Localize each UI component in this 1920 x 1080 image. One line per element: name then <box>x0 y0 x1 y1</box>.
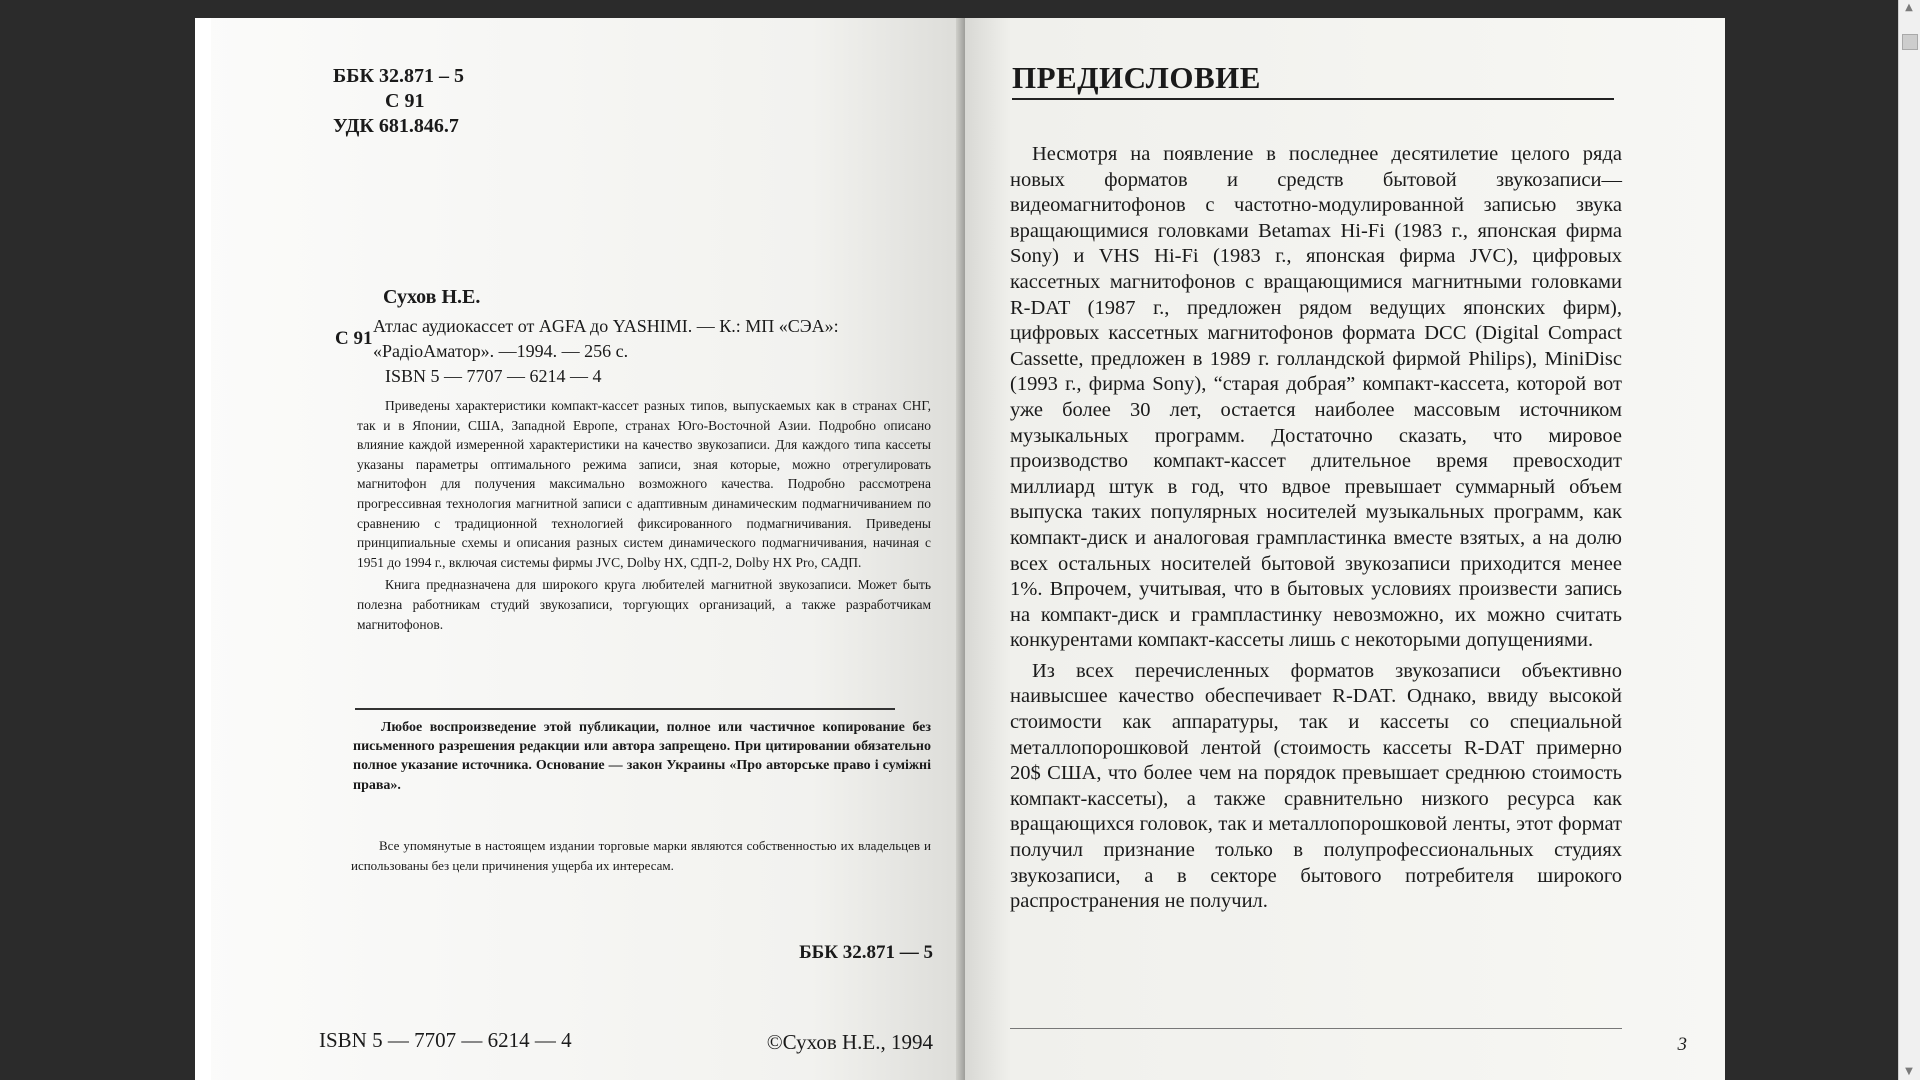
trademarks-note-text: Все упомянутые в настоящем издании торговые марки являются собственностью их владельцев и использованы без цели причинения ущерба их интересам. <box>351 838 931 873</box>
page-edge <box>195 18 211 1080</box>
biblio-line-2: «РадіоАматор». —1994. — 256 с. <box>373 341 629 361</box>
page-title: ПРЕДИСЛОВИЕ <box>1012 60 1261 95</box>
trademarks-note <box>351 836 931 875</box>
divider <box>355 708 895 710</box>
annotation <box>357 396 931 634</box>
page-number: 3 <box>1677 1034 1687 1055</box>
bbk-code: ББК 32.871 – 5 <box>333 65 464 87</box>
c91-side-code: С 91 <box>335 328 373 349</box>
author-name: Сухов Н.Е. <box>383 286 481 308</box>
scroll-up-arrow-icon[interactable]: ▲ <box>1905 2 1913 13</box>
copyright-notice-text: Любое воспроизведение этой публикации, полное или частичное копирование без письменного разрешения редакции или автора запрещено. При цитировании обязательно полное указание источника. Основание — закон Украины «Про авторське право і суміжні права». <box>353 720 931 793</box>
biblio-isbn: ISBN 5 — 7707 — 6214 — 4 <box>385 366 602 386</box>
book-spread <box>195 18 1725 1080</box>
vertical-scrollbar[interactable] <box>1898 0 1920 1080</box>
bibliographic-record <box>373 314 933 389</box>
c-code: С 91 <box>385 90 425 112</box>
body-paragraph: Из всех перечисленных форматов звукозаписи объективно наивысшее качество обеспечивает R-DAT. Однако, ввиду высокой стоимости как аппаратуры, так и кассеты со специальной металлопорошковой лентой (стоимость кассеты R-DAT примерно 20$ США, что более чем на порядок превышает среднюю стоимость компакт-кассеты), а также сравнительно низкого ресурса как вращающихся головок, так и металлопорошковой ленты, этот формат получил признание только в полупрофессиональных студиях звукозаписи, а в секторе бытового потребителя широкого распространения не получил. <box>1010 659 1622 913</box>
body-paragraph: Несмотря на появление в последнее десятилетие целого ряда новых форматов и средств бытовой звукозаписи— видеомагнитофонов с частотно-модулированной записью звука вращающимися головками Betamax Hi-Fi (1983 г., японская фирма Sony) и VHS Hi-Fi (1983 г., японская фирма JVC), цифровых кассетных магнитофонов с вращающимися магнитными головками R-DAT (1987 г., предложен рядом ведущих японских фирм), цифровых кассетных магнитофонов формата DCC (Digital Compact Cassette, предложен в 1989 г. голландской фирмой Philips), MiniDisc (1993 г., фирма Sony), “старая добрая” компакт-кассета, которой вот уже более 30 лет, остается наиболее массовым источником музыкальных программ. Достаточно сказать, что мировое производство компакт-кассет длительное время превосходит миллиард штук в год, что вдвое превышает суммарный объем выпуска таких популярных носителей музыкальных программ, как компакт-диск и аналоговая грампластинка вместе взятых, а на долю всех остальных носителей бытовой звукозаписи приходится менее 1%. Впрочем, учитывая, что в бытовых условиях произвести запись на компакт-диск и грампластинку невозможно, их можно считать конкурентами компакт-кассеты лишь с некоторыми допущениями. <box>1010 143 1622 652</box>
title-underline <box>1012 98 1614 100</box>
bbk-footer: ББК 32.871 — 5 <box>799 942 933 963</box>
left-page <box>195 18 965 1080</box>
copyright-footer: ©Сухов Н.Е., 1994 <box>766 1030 933 1054</box>
udk-code: УДК 681.846.7 <box>333 115 459 137</box>
isbn-footer: ISBN 5 — 7707 — 6214 — 4 <box>319 1028 572 1052</box>
scroll-thumb[interactable] <box>1902 34 1918 50</box>
right-page <box>965 18 1725 1080</box>
scroll-down-arrow-icon[interactable]: ▼ <box>1905 1066 1913 1077</box>
biblio-line-1: Атлас аудиокассет от AGFA до YASHIMI. — К.: МП «СЭА»: <box>373 316 839 336</box>
copyright-notice <box>353 718 931 795</box>
annotation-paragraph: Приведены характеристики компакт-кассет разных типов, выпускаемых как в странах СНГ, так и в Японии, США, Западной Европе, странах Юго-Восточной Азии. Подробно описано влияние каждой измеренной характеристики на качество звукозаписи. Для каждого типа кассеты указаны параметры оптимального режима записи, зная которые, можно отрегулировать магнитофон для получения максимально возможного качества. Подробно рассмотрена прогрессивная технология магнитной записи с адаптивным динамическим подмагничиванием по сравнению с традиционной технологией фиксированного подмагничивания. Приведены принципиальные схемы и описания разных систем динамического подмагничивания, начиная с 1951 до 1994 г., включая системы фирмы JVC, Dolby HX, СДП-2, Dolby HX Pro, САДП. <box>357 398 931 570</box>
classification-codes <box>333 64 464 139</box>
footer-rule <box>1010 1028 1622 1029</box>
annotation-paragraph: Книга предназначена для широкого круга любителей магнитной звукозаписи. Может быть полезна работникам студий звукозаписи, торгующих организаций, а также разработчикам магнитофонов. <box>357 577 931 632</box>
preface-body <box>1010 142 1622 915</box>
